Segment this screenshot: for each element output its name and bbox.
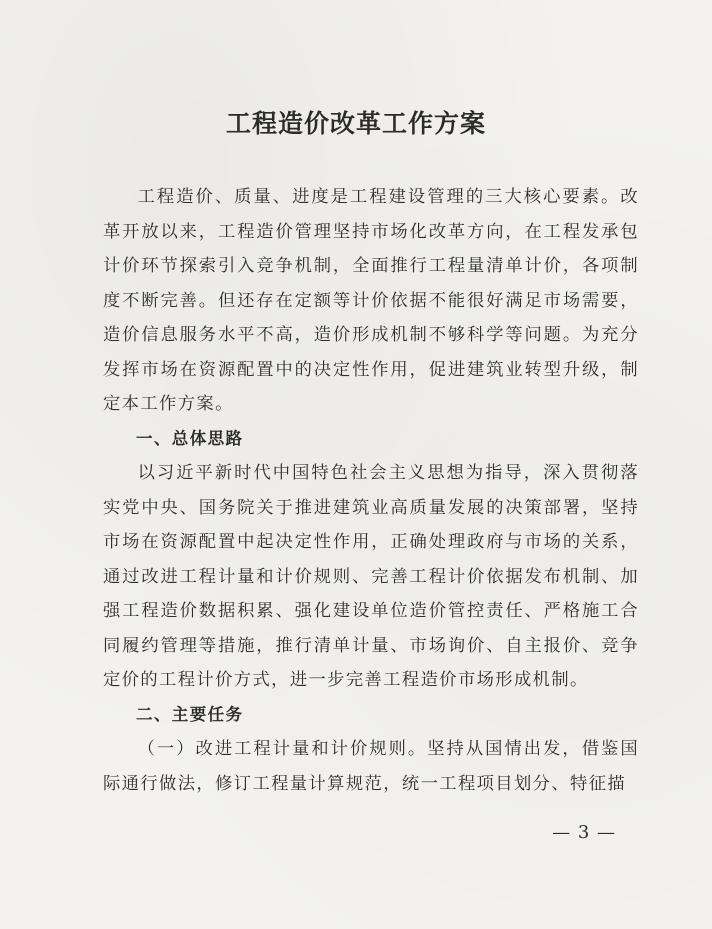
overall-approach-paragraph: 以习近平新时代中国特色社会主义思想为指导，深入贯彻落实党中央、国务院关于推进建筑业高质量发展的决策部署，坚持市场在资源配置中起决定性作用，正确处理政府与市场的关系，通过改进工程计量和计价规则、完善工程计价依据发布机制、加强工程造价数据积累、强化建设单位造价管控责任、严格施工合同履约管理等措施，推行清单计量、市场询价、自主报价、竞争定价的工程计价方式，进一步完善工程造价市场形成机制。 bbox=[103, 463, 639, 690]
intro-paragraph: 工程造价、质量、进度是工程建设管理的三大核心要素。改革开放以来，工程造价管理坚持市场化改革方向，在工程发承包计价环节探索引入竞争机制，全面推行工程量清单计价，各项制度不断完善。但还存在定额等计价依据不能很好满足市场需要，造价信息服务水平不高，造价形成机制不够科学等问题。为充分发挥市场在资源配置中的决定性作用，促进建筑业转型升级，制定本工作方案。 bbox=[103, 187, 639, 414]
document-body bbox=[103, 180, 639, 801]
document-title: 工程造价改革工作方案 bbox=[225, 109, 486, 138]
page-number: — 3 — bbox=[552, 822, 616, 843]
section-heading-main-tasks: 二、主要任务 bbox=[136, 704, 244, 724]
section-heading-overall-approach: 一、总体思路 bbox=[136, 428, 244, 448]
main-tasks-paragraph: （一）改进工程计量和计价规则。坚持从国情出发，借鉴国际通行做法，修订工程量计算规范，统一工程项目划分、特征描 bbox=[103, 739, 639, 794]
